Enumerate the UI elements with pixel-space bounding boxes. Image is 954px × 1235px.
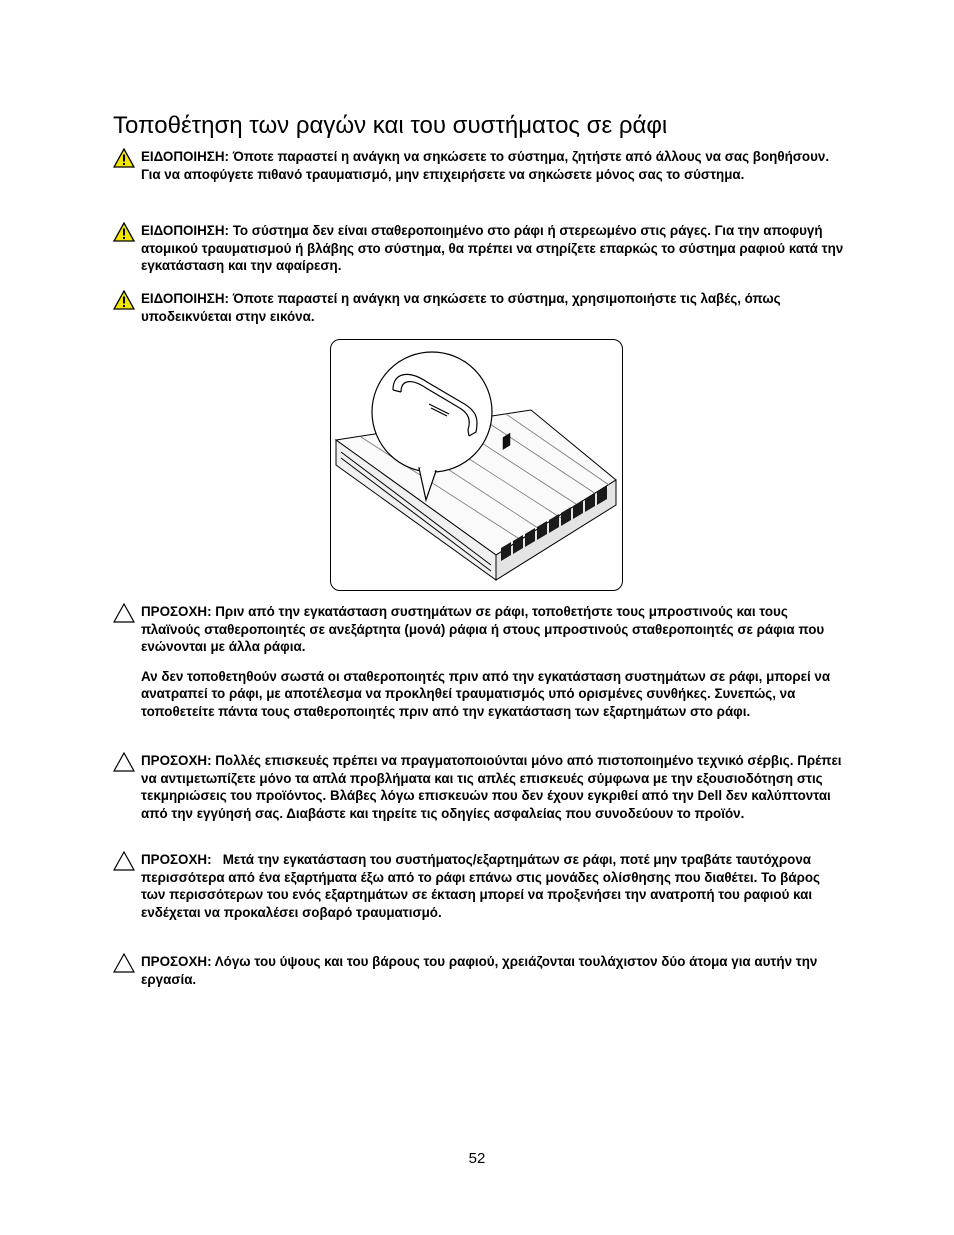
caution-icon (113, 953, 135, 973)
caution-text: ΠΡΟΣΟΧΗ: Πολλές επισκευές πρέπει να πραγματοποιούνται μόνο από πιστοποιημένο τεχνικό σέρβις. Πρέπει να αντιμετωπίζετε μόνο τα απλά προβλήματα και τις απλές επισκευές σύμφωνα με την εξουσιοδότηση στις τεκμηριώσεις του προϊόντος. Βλάβες λόγω επισκευών που δεν έχουν εγκριθεί από την Dell δεν καλύπτονται από την εγγύησή σας. Διαβάστε και τηρείτε τις οδηγίες ασφαλείας που συνοδεύουν το προϊόν. (141, 753, 842, 821)
caution-icon (113, 851, 135, 871)
warning-text: ΕΙΔΟΠΟΙΗΣΗ: Όποτε παραστεί η ανάγκη να σηκώσετε το σύστημα, ζητήστε από άλλους να σας βοηθήσουν. Για να αποφύγετε πιθανό τραυματισμό, μην επιχειρήσετε να σηκώσετε μόνος σας το σύστημα. (141, 149, 830, 182)
caution-notice (113, 603, 848, 721)
page-number: 52 (468, 1150, 486, 1167)
warning-icon (113, 290, 135, 310)
warning-notice (113, 222, 848, 275)
warning-icon (113, 148, 135, 168)
warning-notice (113, 148, 848, 183)
server-chassis-illustration (331, 340, 621, 589)
warning-text: ΕΙΔΟΠΟΙΗΣΗ: Όποτε παραστεί η ανάγκη να σηκώσετε το σύστημα, χρησιμοποιήστε τις λαβές, όπως υποδεικνύεται στην εικόνα. (141, 291, 781, 324)
caution-text: ΠΡΟΣΟΧΗ: Πριν από την εγκατάσταση συστημάτων σε ράφι, τοποθετήστε τους μπροστινούς και τους πλαϊνούς σταθεροποιητές σε ανεξάρτητα (μονά) ράφια ή στους μπροστινούς σταθεροποιητές σε ράφια που ενώνονται με άλλα ράφια. (141, 604, 825, 655)
caution-icon (113, 603, 135, 623)
page-title: Τοποθέτηση των ραγών και του συστήματος σε ράφι (113, 112, 668, 139)
caution-notice (113, 953, 848, 988)
caution-notice (113, 752, 848, 822)
caution-extra-text: Αν δεν τοποθετηθούν σωστά οι σταθεροποιητές πριν από την εγκατάσταση συστημάτων σε ράφι, μπορεί να ανατραπεί το ράφι, με αποτέλεσμα να προκληθεί τραυματισμός υπό ορισμένες συνθήκες. Συνεπώς, να τοποθετείτε πάντα τους σταθεροποιητές πριν από την εγκατάσταση των εξαρτημάτων στο ράφι. (141, 668, 831, 719)
warning-text: ΕΙΔΟΠΟΙΗΣΗ: Το σύστημα δεν είναι σταθεροποιημένο στο ράφι ή στερεωμένο στις ράγες. Για την αποφυγή ατομικού τραυματισμού ή βλάβης στο σύστημα, θα πρέπει να στηρίζετε επαρκώς το σύστημα ραφιού κατά την εγκατάσταση και την αφαίρεση. (141, 223, 844, 274)
caution-text: ΠΡΟΣΟΧΗ: Μετά την εγκατάσταση του συστήματος/εξαρτημάτων σε ράφι, ποτέ μην τραβάτε ταυτόχρονα περισσότερα από ένα εξαρτήματα έξω από το ράφι επάνω στις μονάδες ολίσθησης που διαθέτει. Το βάρος των περισσότερων του ενός εξαρτημάτων σε έκταση μπορεί να προξενήσει την ανατροπή του ραφιού και ενδέχεται να προκαλέσει σοβαρό τραυματισμό. (141, 852, 824, 920)
caution-icon (113, 752, 135, 772)
warning-notice (113, 290, 848, 325)
caution-notice (113, 851, 848, 921)
warning-icon (113, 222, 135, 242)
server-handle-figure (330, 339, 623, 591)
caution-text: ΠΡΟΣΟΧΗ: Λόγω του ύψους και του βάρους του ραφιού, χρειάζονται τουλάχιστον δύο άτομα για αυτήν την εργασία. (141, 954, 818, 987)
